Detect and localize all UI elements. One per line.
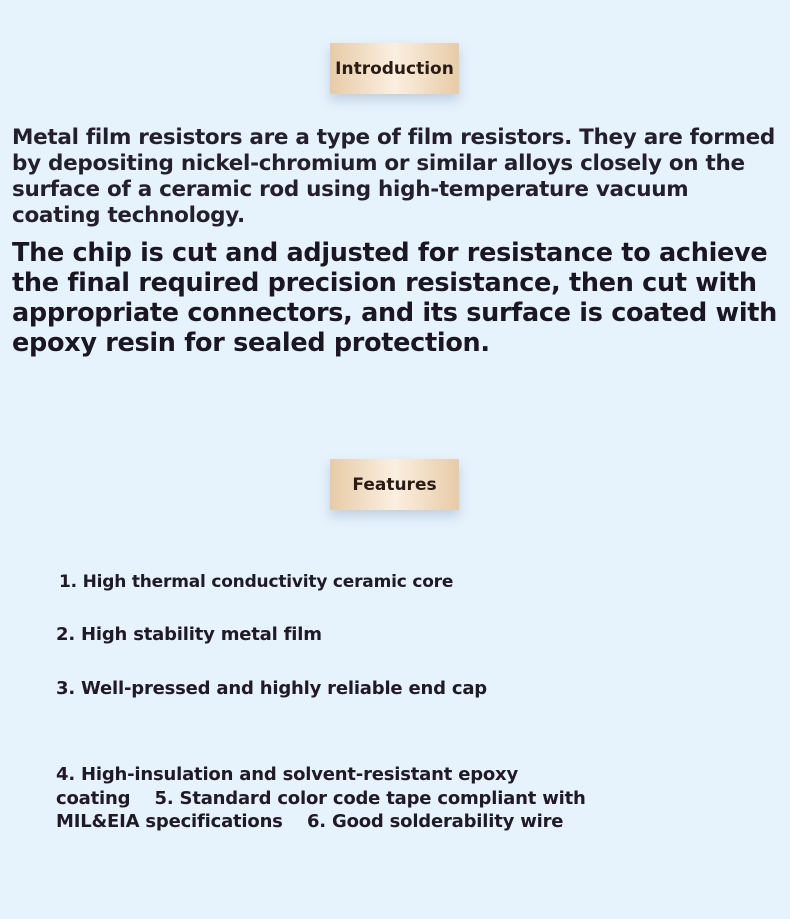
features-heading-badge	[330, 459, 459, 510]
introduction-paragraph: Metal film resistors are a type of film resistors. They are formed by depositing nickel-chromium or similar alloys closely on the surface of a ceramic rod using high-temperature vacuum coating technology.	[12, 125, 775, 228]
feature-item-epoxy-coating-block	[56, 763, 586, 834]
introduction-heading: Introduction	[335, 58, 454, 79]
feature-line-solderability: MIL&EIA specifications 6. Good solderability wire	[56, 811, 564, 832]
feature-item-metal-film: 2. High stability metal film	[56, 624, 322, 645]
introduction-heading-badge	[330, 43, 459, 94]
feature-line-color-code: coating 5. Standard color code tape compliant with	[56, 787, 586, 809]
feature-line-epoxy: 4. High-insulation and solvent-resistant epoxy	[56, 764, 518, 785]
features-heading: Features	[352, 474, 437, 495]
chip-process-paragraph: The chip is cut and adjusted for resistance to achieve the final required precision resistance, then cut with appropriate connectors, and its surface is coated with epoxy resin for sealed protection.	[12, 238, 777, 358]
feature-item-ceramic-core: 1. High thermal conductivity ceramic core	[59, 572, 454, 592]
feature-item-end-cap: 3. Well-pressed and highly reliable end cap	[56, 678, 487, 699]
